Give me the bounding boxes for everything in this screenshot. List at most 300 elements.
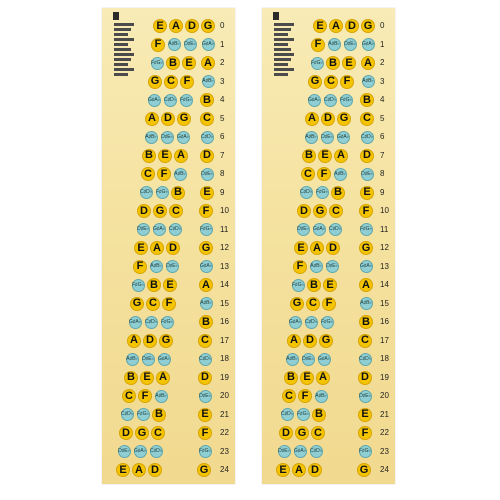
- note-flat-name: E♭: [367, 170, 373, 177]
- note-marker-accidental: [362, 75, 375, 88]
- fret-number-label: 16: [380, 317, 389, 326]
- logo-mark: [113, 12, 119, 20]
- note-sharp-name: G♯: [312, 226, 320, 232]
- note-flat-name: B♭: [208, 78, 214, 84]
- note-marker-accidental: [311, 57, 324, 70]
- note-marker-natural: G: [201, 19, 215, 33]
- note-flat-name: G♭: [204, 448, 211, 454]
- note-sharp-name: D♯: [161, 133, 168, 140]
- note-marker-accidental: [361, 131, 374, 144]
- note-marker-accidental: [151, 57, 164, 70]
- fret-number-label: 19: [220, 372, 229, 382]
- fret-number-label: 4: [380, 95, 385, 104]
- fretboard-sticker-strip-right: [262, 8, 395, 484]
- note-sharp-name: G♯: [293, 448, 301, 454]
- note-marker-natural: A: [287, 334, 301, 348]
- note-sharp-name: C♯: [168, 226, 176, 232]
- note-marker-accidental: [362, 38, 375, 51]
- note-sharp-name: D♯: [184, 41, 191, 47]
- note-marker-natural: F: [162, 297, 176, 311]
- note-sharp-name: G♯: [201, 41, 209, 47]
- note-sharp-name: D♯: [201, 170, 208, 177]
- note-sharp-name: G♯: [307, 96, 315, 103]
- note-flat-name: E♭: [207, 170, 213, 177]
- note-flat-name: B♭: [292, 355, 298, 362]
- note-flat-name: A♭: [295, 318, 302, 325]
- fret-number-label: 21: [220, 409, 229, 419]
- fret-number-label: 1: [380, 39, 385, 49]
- note-marker-natural: D: [166, 241, 180, 255]
- note-sharp-name: F♯: [151, 59, 157, 66]
- note-marker-natural: G: [177, 112, 191, 126]
- note-sharp-name: C♯: [299, 189, 307, 195]
- note-marker-natural: F: [180, 75, 194, 89]
- note-marker-natural: C: [169, 204, 183, 218]
- note-sharp-name: D♯: [142, 355, 149, 362]
- note-sharp-name: F♯: [292, 281, 298, 288]
- note-marker-natural: E: [276, 463, 290, 477]
- note-sharp-name: A♯: [305, 133, 312, 140]
- note-marker-accidental: [360, 260, 373, 273]
- note-sharp-name: A♯: [315, 392, 322, 399]
- note-flat-name: D♭: [146, 189, 153, 195]
- barcode-bar: [114, 58, 131, 61]
- fret-number-label: 14: [380, 280, 389, 289]
- note-marker-natural: D: [161, 112, 175, 126]
- note-marker-natural: E: [153, 19, 167, 33]
- note-flat-name: D♭: [367, 133, 374, 140]
- note-marker-natural: G: [308, 75, 322, 89]
- note-marker-natural: D: [326, 241, 340, 255]
- note-marker-natural: E: [200, 186, 214, 200]
- note-marker-natural: F: [298, 389, 312, 403]
- barcode-bar: [274, 73, 288, 76]
- note-marker-natural: G: [159, 334, 173, 348]
- note-marker-natural: F: [311, 38, 325, 52]
- note-flat-name: G♭: [142, 411, 149, 417]
- note-marker-natural: G: [199, 241, 213, 255]
- fret-number-label: 5: [380, 113, 385, 123]
- note-flat-name: G♭: [297, 281, 304, 288]
- note-flat-name: A♭: [368, 41, 375, 47]
- fret-number-label: 10: [380, 206, 389, 215]
- note-flat-name: B♭: [368, 78, 374, 84]
- note-flat-name: D♭: [156, 448, 163, 454]
- barcode-bar: [274, 28, 291, 31]
- note-marker-accidental: [200, 297, 213, 310]
- note-flat-name: G♭: [137, 281, 144, 288]
- note-marker-accidental: [202, 38, 215, 51]
- fret-number-label: 7: [380, 150, 385, 160]
- note-sharp-name: D♯: [297, 226, 304, 232]
- note-marker-accidental: [180, 94, 193, 107]
- note-marker-accidental: [202, 75, 215, 88]
- note-flat-name: G♭: [345, 96, 352, 103]
- fret-number-label: 22: [380, 428, 389, 437]
- note-flat-name: B♭: [174, 41, 180, 47]
- fret-number-label: 3: [380, 76, 385, 86]
- note-sharp-name: F♯: [321, 318, 327, 325]
- note-marker-natural: B: [302, 149, 316, 163]
- note-flat-name: G♭: [156, 59, 163, 66]
- note-sharp-name: D♯: [359, 392, 366, 399]
- note-flat-name: G♭: [166, 318, 173, 325]
- fret-number-label: 1: [220, 39, 225, 49]
- note-sharp-name: D♯: [137, 226, 144, 232]
- fret-number-label: 4: [220, 95, 225, 104]
- fret-number-label: 20: [380, 391, 389, 400]
- note-marker-natural: A: [150, 241, 164, 255]
- note-sharp-name: D♯: [302, 355, 309, 362]
- fret-number-label: 23: [380, 446, 389, 456]
- note-marker-natural: F: [138, 389, 152, 403]
- note-flat-name: D♭: [330, 96, 337, 103]
- note-sharp-name: F♯: [180, 96, 186, 103]
- note-marker-accidental: [281, 408, 294, 421]
- note-marker-accidental: [305, 131, 318, 144]
- note-marker-natural: F: [133, 260, 147, 274]
- fret-number-label: 0: [220, 21, 225, 30]
- note-marker-natural: B: [152, 408, 166, 422]
- note-marker-natural: B: [284, 371, 298, 385]
- note-marker-natural: A: [361, 56, 375, 70]
- note-marker-natural: E: [163, 278, 177, 292]
- note-marker-accidental: [360, 223, 373, 236]
- note-marker-natural: E: [323, 278, 337, 292]
- note-flat-name: D♭: [170, 96, 177, 103]
- note-marker-accidental: [168, 38, 181, 51]
- note-sharp-name: C♯: [328, 226, 336, 232]
- note-marker-natural: D: [200, 149, 214, 163]
- note-marker-accidental: [328, 38, 341, 51]
- note-marker-natural: A: [359, 278, 373, 292]
- note-marker-natural: A: [127, 334, 141, 348]
- fret-number-label: 12: [380, 243, 389, 252]
- note-marker-accidental: [340, 94, 353, 107]
- note-marker-natural: D: [137, 204, 151, 218]
- note-marker-natural: G: [153, 204, 167, 218]
- note-marker-natural: A: [334, 149, 348, 163]
- note-marker-accidental: [169, 223, 182, 236]
- note-sharp-name: G♯: [288, 318, 296, 325]
- note-marker-natural: F: [157, 167, 171, 181]
- note-sharp-name: G♯: [128, 318, 136, 325]
- note-marker-accidental: [297, 408, 310, 421]
- note-sharp-name: G♯: [157, 355, 165, 362]
- fret-number-label: 12: [220, 243, 229, 252]
- note-flat-name: G♭: [316, 59, 323, 66]
- fret-number-label: 23: [220, 446, 229, 456]
- note-flat-name: G♭: [185, 96, 192, 103]
- note-flat-name: B♭: [334, 41, 340, 47]
- note-marker-natural: G: [135, 426, 149, 440]
- note-marker-natural: F: [340, 75, 354, 89]
- note-flat-name: G♭: [326, 318, 333, 325]
- note-sharp-name: C♯: [360, 133, 368, 140]
- note-marker-natural: E: [198, 408, 212, 422]
- note-marker-natural: G: [290, 297, 304, 311]
- note-marker-accidental: [337, 131, 350, 144]
- note-sharp-name: A♯: [286, 355, 293, 362]
- note-marker-accidental: [310, 260, 323, 273]
- note-marker-natural: C: [329, 204, 343, 218]
- note-marker-natural: A: [316, 371, 330, 385]
- note-flat-name: E♭: [190, 41, 196, 47]
- note-marker-accidental: [158, 353, 171, 366]
- note-marker-accidental: [174, 168, 187, 181]
- note-marker-accidental: [140, 186, 153, 199]
- fret-number-label: 18: [380, 354, 389, 363]
- note-marker-natural: C: [360, 112, 374, 126]
- note-marker-accidental: [137, 223, 150, 236]
- note-marker-natural: D: [321, 112, 335, 126]
- note-flat-name: A♭: [208, 41, 215, 47]
- note-marker-accidental: [201, 168, 214, 181]
- note-sharp-name: F♯: [340, 96, 346, 103]
- note-marker-natural: F: [317, 167, 331, 181]
- note-flat-name: G♭: [205, 226, 212, 232]
- note-marker-natural: E: [360, 186, 374, 200]
- note-flat-name: D♭: [151, 318, 158, 325]
- note-marker-accidental: [359, 445, 372, 458]
- note-sharp-name: A♯: [360, 300, 367, 306]
- note-marker-natural: F: [199, 204, 213, 218]
- barcode-bar: [114, 38, 134, 41]
- note-marker-natural: D: [279, 426, 293, 440]
- note-sharp-name: D♯: [278, 448, 285, 454]
- fret-number-label: 3: [220, 76, 225, 86]
- note-sharp-name: F♯: [359, 448, 365, 454]
- note-marker-accidental: [321, 131, 334, 144]
- note-marker-natural: E: [182, 56, 196, 70]
- note-sharp-name: C♯: [323, 96, 331, 103]
- note-marker-natural: E: [358, 408, 372, 422]
- note-flat-name: A♭: [343, 133, 350, 140]
- note-flat-name: D♭: [207, 133, 214, 140]
- note-marker-natural: C: [141, 167, 155, 181]
- note-sharp-name: G♯: [317, 355, 325, 362]
- note-sharp-name: G♯: [199, 263, 207, 269]
- note-sharp-name: C♯: [198, 355, 206, 362]
- note-flat-name: B♭: [340, 170, 346, 177]
- note-flat-name: G♭: [365, 226, 372, 232]
- note-sharp-name: D♯: [321, 133, 328, 140]
- fret-number-label: 14: [220, 280, 229, 289]
- fretboard-sticker-strip-left: [102, 8, 235, 484]
- fret-number-label: 6: [380, 132, 385, 141]
- note-sharp-name: C♯: [309, 448, 317, 454]
- note-marker-natural: F: [359, 204, 373, 218]
- note-marker-natural: E: [116, 463, 130, 477]
- note-marker-accidental: [164, 94, 177, 107]
- note-marker-accidental: [184, 38, 197, 51]
- note-marker-natural: A: [145, 112, 159, 126]
- note-marker-accidental: [316, 186, 329, 199]
- note-marker-accidental: [166, 260, 179, 273]
- note-sharp-name: D♯: [118, 448, 125, 454]
- fret-number-label: 19: [380, 372, 389, 382]
- note-marker-natural: C: [324, 75, 338, 89]
- note-sharp-name: F♯: [161, 318, 167, 325]
- note-flat-name: B♭: [161, 392, 167, 399]
- fret-number-label: 17: [220, 335, 229, 345]
- note-marker-natural: B: [166, 56, 180, 70]
- note-marker-natural: B: [200, 93, 214, 107]
- note-flat-name: D♭: [311, 318, 318, 325]
- fret-number-label: 22: [220, 428, 229, 437]
- barcode-bar: [274, 68, 294, 71]
- note-flat-name: B♭: [321, 392, 327, 399]
- fret-number-label: 11: [220, 224, 229, 234]
- note-marker-accidental: [121, 408, 134, 421]
- note-flat-name: G♭: [364, 448, 371, 454]
- note-marker-natural: A: [329, 19, 343, 33]
- note-flat-name: D♭: [287, 411, 294, 417]
- barcode-graphic: [114, 23, 134, 78]
- fret-number-label: 24: [220, 465, 229, 474]
- note-flat-name: G♭: [302, 411, 309, 417]
- note-marker-accidental: [359, 353, 372, 366]
- note-marker-natural: B: [199, 315, 213, 329]
- note-marker-accidental: [142, 353, 155, 366]
- note-marker-accidental: [359, 390, 372, 403]
- note-sharp-name: F♯: [156, 189, 162, 195]
- note-flat-name: A♭: [314, 96, 321, 103]
- fret-number-label: 15: [220, 298, 229, 308]
- note-marker-natural: C: [164, 75, 178, 89]
- note-sharp-name: F♯: [311, 59, 317, 66]
- note-flat-name: D♭: [306, 189, 313, 195]
- note-marker-accidental: [156, 186, 169, 199]
- barcode-bar: [114, 63, 128, 66]
- barcode-bar: [274, 38, 294, 41]
- fret-number-label: 7: [220, 150, 225, 160]
- fret-number-label: 13: [220, 261, 229, 271]
- note-marker-natural: G: [197, 463, 211, 477]
- note-marker-accidental: [177, 131, 190, 144]
- note-marker-natural: D: [358, 371, 372, 385]
- note-sharp-name: G♯: [336, 133, 344, 140]
- note-marker-accidental: [294, 445, 307, 458]
- logo-mark: [273, 12, 279, 20]
- note-marker-natural: D: [345, 19, 359, 33]
- note-marker-natural: F: [198, 426, 212, 440]
- fret-number-label: 24: [380, 465, 389, 474]
- note-marker-accidental: [334, 168, 347, 181]
- note-marker-natural: G: [148, 75, 162, 89]
- note-sharp-name: A♯: [200, 300, 207, 306]
- barcode-bar: [274, 48, 291, 51]
- note-flat-name: E♭: [143, 226, 149, 232]
- note-flat-name: A♭: [300, 448, 307, 454]
- note-marker-natural: C: [358, 334, 372, 348]
- note-flat-name: E♭: [332, 263, 338, 269]
- note-marker-accidental: [126, 353, 139, 366]
- fret-number-label: 16: [220, 317, 229, 326]
- note-sharp-name: C♯: [149, 448, 157, 454]
- note-marker-accidental: [150, 445, 163, 458]
- note-marker-accidental: [132, 279, 145, 292]
- note-sharp-name: A♯: [145, 133, 152, 140]
- note-flat-name: B♭: [156, 263, 162, 269]
- fret-number-label: 5: [220, 113, 225, 123]
- note-marker-accidental: [361, 168, 374, 181]
- note-marker-accidental: [145, 131, 158, 144]
- note-sharp-name: G♯: [133, 448, 141, 454]
- note-sharp-name: C♯: [163, 96, 171, 103]
- note-marker-natural: B: [360, 93, 374, 107]
- note-marker-accidental: [134, 445, 147, 458]
- note-sharp-name: A♯: [174, 170, 181, 177]
- note-marker-natural: B: [312, 408, 326, 422]
- note-marker-natural: G: [337, 112, 351, 126]
- note-sharp-name: D♯: [199, 392, 206, 399]
- note-marker-natural: E: [158, 149, 172, 163]
- note-marker-accidental: [148, 94, 161, 107]
- barcode-bar: [274, 43, 288, 46]
- note-flat-name: D♭: [316, 448, 323, 454]
- note-marker-natural: A: [199, 278, 213, 292]
- note-marker-accidental: [360, 297, 373, 310]
- note-flat-name: A♭: [183, 133, 190, 140]
- note-marker-natural: C: [306, 297, 320, 311]
- note-marker-accidental: [199, 353, 212, 366]
- note-marker-natural: F: [358, 426, 372, 440]
- note-sharp-name: F♯: [297, 411, 303, 417]
- note-marker-natural: F: [322, 297, 336, 311]
- note-flat-name: D♭: [365, 355, 372, 362]
- barcode-bar: [274, 63, 288, 66]
- note-marker-natural: C: [282, 389, 296, 403]
- fret-number-label: 17: [380, 335, 389, 345]
- note-marker-accidental: [201, 131, 214, 144]
- note-marker-natural: D: [303, 334, 317, 348]
- note-marker-natural: C: [122, 389, 136, 403]
- note-flat-name: E♭: [284, 448, 290, 454]
- note-sharp-name: F♯: [200, 226, 206, 232]
- barcode-bar: [114, 73, 128, 76]
- note-sharp-name: D♯: [326, 263, 333, 269]
- note-sharp-name: C♯: [304, 318, 312, 325]
- note-sharp-name: F♯: [137, 411, 143, 417]
- note-flat-name: D♭: [127, 411, 134, 417]
- note-flat-name: A♭: [135, 318, 142, 325]
- note-marker-accidental: [305, 316, 318, 329]
- note-marker-natural: E: [140, 371, 154, 385]
- note-flat-name: A♭: [324, 355, 331, 362]
- note-marker-accidental: [199, 445, 212, 458]
- note-sharp-name: G♯: [359, 263, 367, 269]
- note-marker-accidental: [310, 445, 323, 458]
- note-flat-name: E♭: [350, 41, 356, 47]
- note-marker-accidental: [199, 390, 212, 403]
- fret-number-label: 21: [380, 409, 389, 419]
- note-marker-accidental: [344, 38, 357, 51]
- note-marker-natural: B: [331, 186, 345, 200]
- fret-number-label: 15: [380, 298, 389, 308]
- note-flat-name: D♭: [335, 226, 342, 232]
- note-marker-accidental: [329, 223, 342, 236]
- note-marker-natural: G: [313, 204, 327, 218]
- note-marker-accidental: [321, 316, 334, 329]
- note-marker-natural: G: [319, 334, 333, 348]
- note-marker-natural: G: [130, 297, 144, 311]
- fret-number-label: 9: [220, 187, 225, 197]
- note-marker-natural: C: [198, 334, 212, 348]
- note-marker-natural: B: [124, 371, 138, 385]
- fret-number-label: 9: [380, 187, 385, 197]
- note-sharp-name: C♯: [139, 189, 147, 195]
